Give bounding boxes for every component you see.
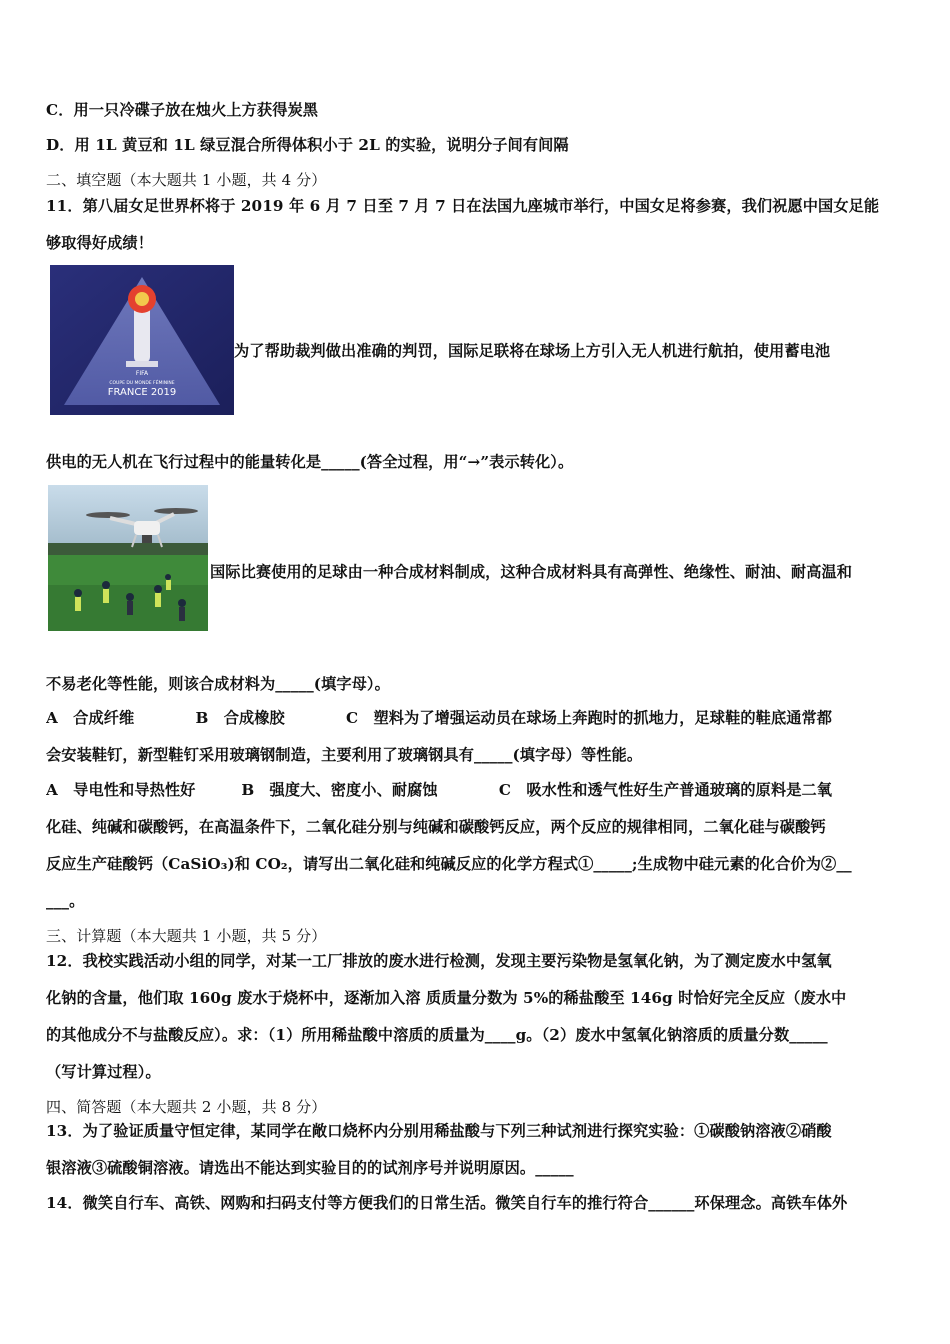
drone-photo: [48, 485, 208, 631]
q11-line-1: 11．第八届女足世界杯将于 2019 年 6 月 7 日至 7 月 7 日在法国九座城市举行，中国女足将参赛，我们祝愿中国女足能: [46, 197, 880, 215]
option-c: C．用一只冷碟子放在烛火上方获得炭黑: [46, 101, 319, 119]
section-3-heading: 三、计算题（本大题共 1 小题，共 5 分）: [46, 927, 327, 945]
logo-text-france: FRANCE 2019: [107, 387, 177, 398]
q11-line-2: 够取得好成绩！: [46, 234, 154, 252]
q11-line-3: 为了帮助裁判做出准确的判罚，国际足联将在球场上方引入无人机进行航拍，使用蓄电池: [234, 342, 831, 360]
q13-line-1: 13．为了验证质量守恒定律，某同学在敞口烧杯内分别用稀盐酸与下列三种试剂进行探究实验：①碳酸钠溶液②硝酸: [46, 1122, 832, 1140]
q14-line-1: 14．微笑自行车、高铁、网购和扫码支付等方便我们的日常生活。微笑自行车的推行符合______环保理念。高铁车体外: [46, 1194, 848, 1212]
q11-line-8: 化硅、纯碱和碳酸钙，在高温条件下，二氧化硅分别与纯碱和碳酸钙反应，两个反应的规律相同，二氧化硅与碳酸钙: [46, 818, 826, 836]
q12-line-4: （写计算过程）。: [46, 1063, 161, 1081]
q12-line-1: 12．我校实践活动小组的同学，对某一工厂排放的废水进行检测，发现主要污染物是氢氧化钠，为了测定废水中氢氧: [46, 952, 832, 970]
option-d: D．用 1L 黄豆和 1L 绿豆混合所得体积小于 2L 的实验，说明分子间有间隔: [46, 136, 569, 154]
q11-options-2: A 导电性和导热性好 B 强度大、密度小、耐腐蚀 C 吸水性和透气性好生产普通玻璃的原料是二氧: [46, 781, 833, 799]
q12-line-2: 化钠的含量，他们取 160g 废水于烧杯中，逐渐加入溶 质质量分数为 5%的稀盐酸至 146g 时恰好完全反应（废水中: [46, 989, 847, 1007]
logo-text-coupe: COUPE DU MONDE FÉMININE: [109, 381, 175, 386]
fifa-logo-image: [50, 265, 234, 415]
q11-line-6: 不易老化等性能，则该合成材料为_____(填字母）。: [46, 675, 390, 693]
logo-text-fifa: FIFA: [135, 370, 149, 377]
q11-line-9: 反应生产硅酸钙（CaSiO₃)和 CO₂，请写出二氧化硅和纯碱反应的化学方程式①_____;生成物中硅元素的化合价为②__: [46, 855, 852, 873]
q11-line-7: 会安装鞋钉，新型鞋钉采用玻璃钢制造，主要利用了玻璃钢具有_____(填字母）等性能。: [46, 746, 643, 764]
q11-line-5: 国际比赛使用的足球由一种合成材料制成，这种合成材料具有高弹性、绝缘性、耐油、耐高温和: [210, 563, 853, 581]
q11-options-1: A 合成纤维 B 合成橡胶 C 塑料为了增强运动员在球场上奔跑时的抓地力，足球鞋的鞋底通常都: [46, 709, 833, 727]
q13-line-2: 银溶液③硫酸铜溶液。请选出不能达到实验目的的试剂序号并说明原因。_____: [46, 1159, 574, 1177]
q11-line-4: 供电的无人机在飞行过程中的能量转化是_____(答全过程，用“→”表示转化）。: [46, 453, 574, 471]
q11-line-10: ___。: [46, 892, 85, 910]
section-4-heading: 四、简答题（本大题共 2 小题，共 8 分）: [46, 1098, 327, 1116]
q12-line-3: 的其他成分不与盐酸反应）。求：（1）所用稀盐酸中溶质的质量为____g。（2）废水中氢氧化钠溶质的质量分数_____: [46, 1026, 828, 1044]
section-2-heading: 二、填空题（本大题共 1 小题，共 4 分）: [46, 171, 327, 189]
